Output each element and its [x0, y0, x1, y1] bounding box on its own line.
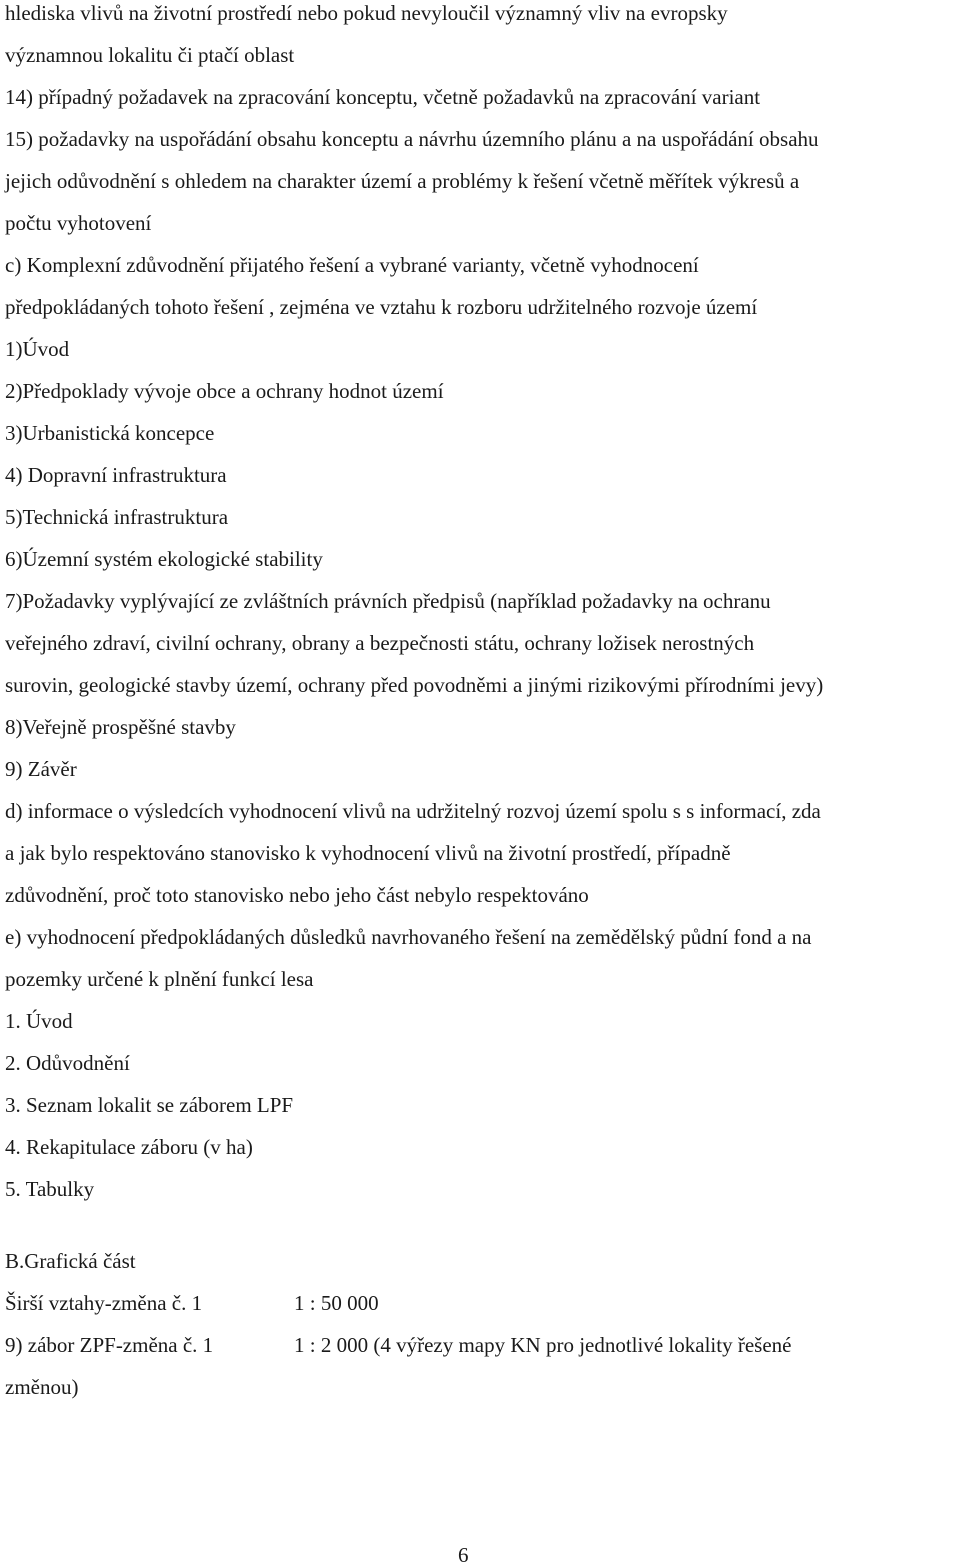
graphic-part-heading: B.Grafická část: [5, 1249, 136, 1273]
text-line: 5. Tabulky: [5, 1177, 95, 1201]
text-line: surovin, geologické stavby území, ochrany před povodněmi a jinými rizikovými přírodními jevy): [5, 673, 824, 697]
text-line: 1)Úvod: [5, 337, 70, 361]
text-line: počtu vyhotovení: [5, 211, 152, 235]
text-line: 2)Předpoklady vývoje obce a ochrany hodnot území: [5, 379, 444, 403]
text-line: 5)Technická infrastruktura: [5, 505, 229, 529]
text-line: 15) požadavky na uspořádání obsahu konceptu a návrhu územního plánu a na uspořádání obsahu: [5, 127, 819, 151]
text-line: 4) Dopravní infrastruktura: [5, 463, 227, 487]
text-line: a jak bylo respektováno stanovisko k vyhodnocení vlivů na životní prostředí, případně: [5, 841, 731, 865]
text-line: 6)Územní systém ekologické stability: [5, 547, 323, 571]
text-line: předpokládaných tohoto řešení , zejména ve vztahu k rozboru udržitelného rozvoje území: [5, 295, 758, 319]
text-line: 9) Závěr: [5, 757, 77, 781]
text-line: c) Komplexní zdůvodnění přijatého řešení a vybrané varianty, včetně vyhodnocení: [5, 253, 699, 277]
graphic-part-item-name: Širší vztahy-změna č. 1: [5, 1291, 203, 1315]
text-line: významnou lokalitu či ptačí oblast: [5, 43, 295, 67]
text-line: 2. Odůvodnění: [5, 1051, 130, 1075]
text-line: 7)Požadavky vyplývající ze zvláštních právních předpisů (například požadavky na ochranu: [5, 589, 771, 613]
text-line: 3)Urbanistická koncepce: [5, 421, 215, 445]
graphic-part-item-scale: 1 : 50 000: [294, 1291, 379, 1315]
text-line: 8)Veřejně prospěšné stavby: [5, 715, 236, 739]
text-line: 3. Seznam lokalit se záborem LPF: [5, 1093, 294, 1117]
text-line: 1. Úvod: [5, 1009, 73, 1033]
text-line: zdůvodnění, proč toto stanovisko nebo jeho část nebylo respektováno: [5, 883, 589, 907]
text-line: hlediska vlivů na životní prostředí nebo pokud nevyloučil významný vliv na evropsky: [5, 1, 728, 25]
text-line: pozemky určené k plnění funkcí lesa: [5, 967, 314, 991]
text-line: 4. Rekapitulace záboru (v ha): [5, 1135, 253, 1159]
text-line: d) informace o výsledcích vyhodnocení vlivů na udržitelný rozvoj území spolu s s informací, zda: [5, 799, 821, 823]
graphic-part-item-name: 9) zábor ZPF-změna č. 1: [5, 1333, 214, 1357]
text-line: jejich odůvodnění s ohledem na charakter území a problémy k řešení včetně měřítek výkresů a: [5, 169, 800, 193]
graphic-part-continuation: změnou): [5, 1375, 79, 1399]
text-line: 14) případný požadavek na zpracování konceptu, včetně požadavků na zpracování variant: [5, 85, 761, 109]
page-number: 6: [458, 1543, 469, 1567]
graphic-part-item-scale: 1 : 2 000 (4 výřezy mapy KN pro jednotlivé lokality řešené: [294, 1333, 792, 1357]
text-line: veřejného zdraví, civilní ochrany, obrany a bezpečnosti státu, ochrany ložisek nerostných: [5, 631, 755, 655]
text-line: e) vyhodnocení předpokládaných důsledků navrhovaného řešení na zemědělský půdní fond a na: [5, 925, 812, 949]
